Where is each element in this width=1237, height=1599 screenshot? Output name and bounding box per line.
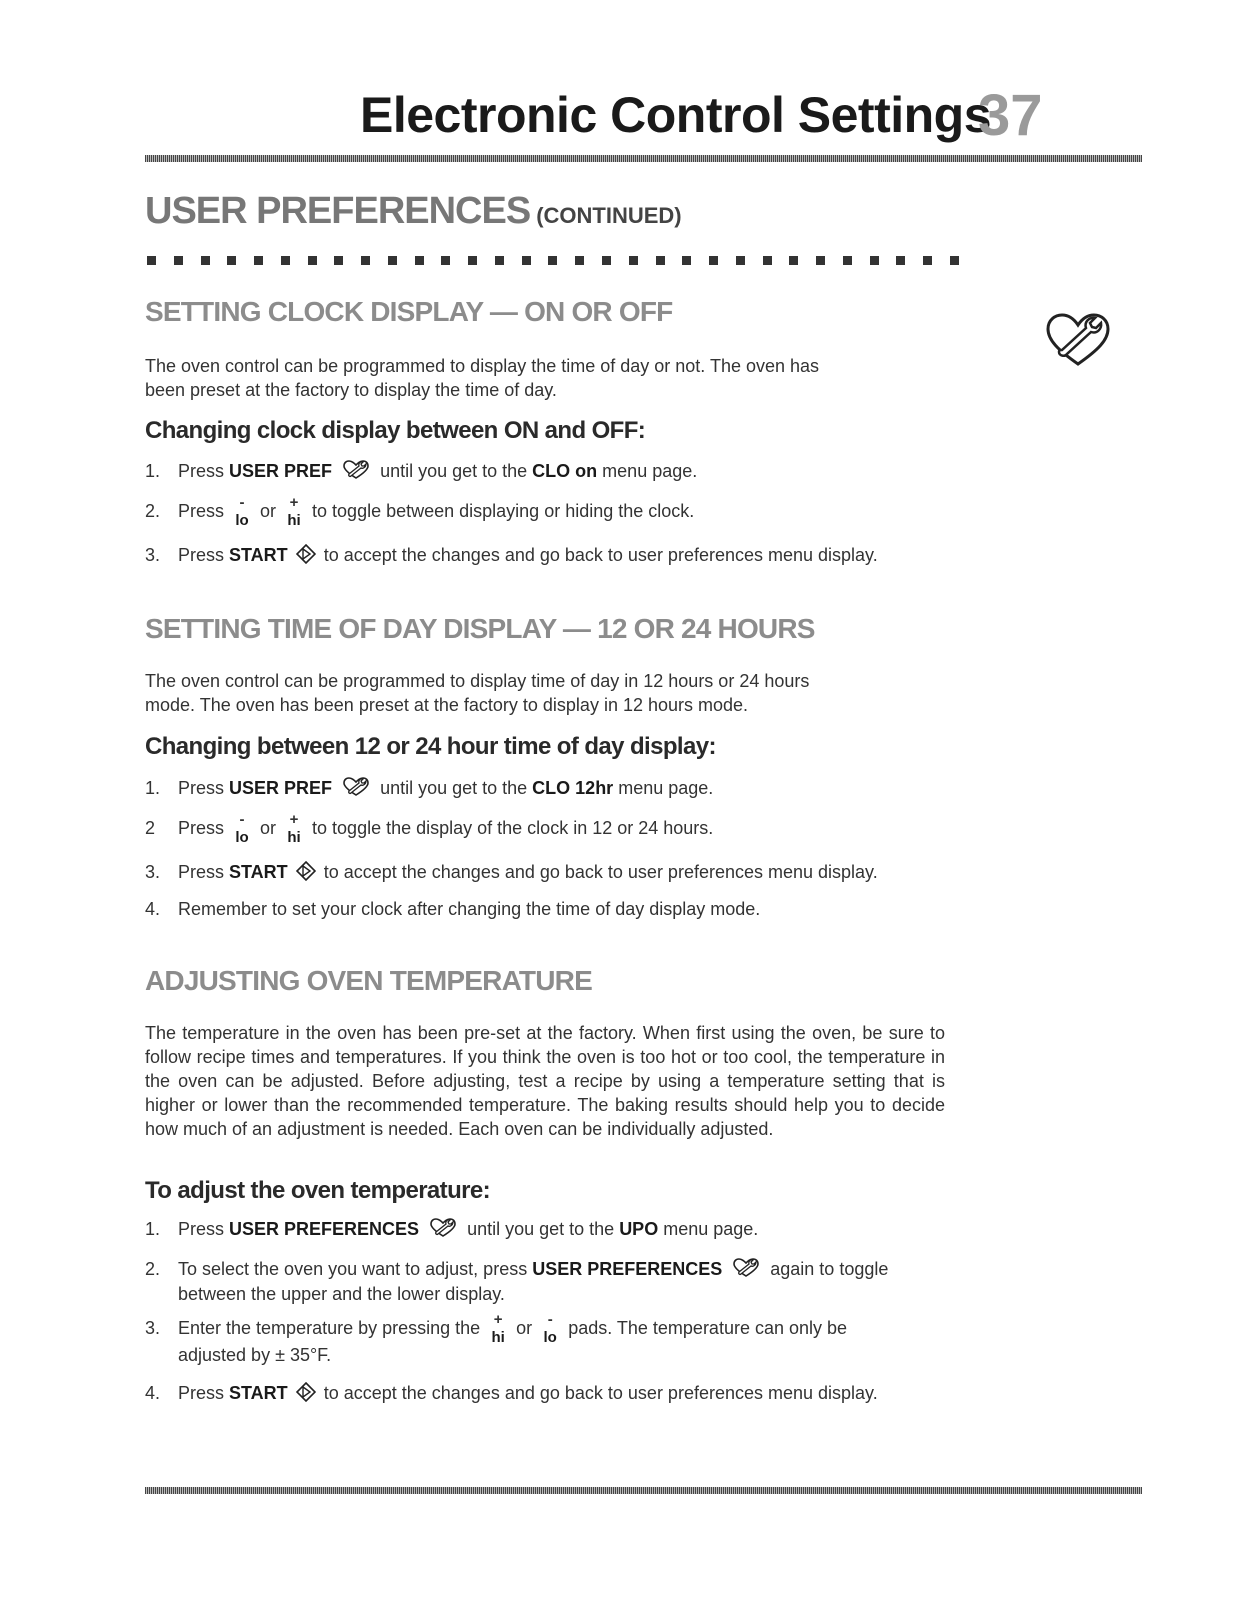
page-title: Electronic Control Settings xyxy=(360,87,992,143)
footer-rule xyxy=(145,1487,1142,1494)
hi-pad: + hi xyxy=(287,494,301,529)
user-pref-icon xyxy=(731,1258,761,1278)
list-item-continuation: adjusted by ± 35°F. xyxy=(178,1345,332,1365)
oven-temp-intro: The temperature in the oven has been pre-set at the factory. When first using the oven, be sure to follow recipe times and temperatures. If you think the oven is too hot or too cool, the temperature in the oven can be adjusted. Before adjusting, test a recipe by using a temperature setting that is higher or lower than the recommended temperature. The baking results should help you to decide how much of an adjustment is needed. Each oven can be individually adjusted. xyxy=(145,1023,945,1139)
user-pref-icon xyxy=(341,777,371,797)
hi-pad: + hi xyxy=(491,1311,505,1346)
header-rule xyxy=(145,155,1142,162)
list-item: 2. Press - lo or + hi to toggle between displaying or hiding the clock. xyxy=(145,494,695,529)
list-item: 3. Enter the temperature by pressing the + hi or - lo pads. The temperature can only be xyxy=(145,1311,848,1346)
section-continued: (CONTINUED) xyxy=(536,203,682,228)
list-item: 3. Press START to accept the changes and go back to user preferences menu display. xyxy=(145,545,878,565)
hi-pad: + hi xyxy=(287,811,301,846)
start-icon xyxy=(296,544,316,564)
user-pref-icon xyxy=(428,1218,458,1238)
list-item: 4. Remember to set your clock after changing the time of day display mode. xyxy=(145,899,761,919)
list-item: 1. Press USER PREFERENCES until you get to the UPO menu page. xyxy=(145,1219,759,1239)
lo-pad: - lo xyxy=(235,494,249,529)
time-display-intro: The oven control can be programmed to display time of day in 12 hours or 24 hours mode. The oven has been preset at the factory to display in 12 hours mode. xyxy=(145,671,810,715)
time-display-subheading: Changing between 12 or 24 hour time of day display: xyxy=(145,733,716,760)
list-item: 4. Press START to accept the changes and go back to user preferences menu display. xyxy=(145,1383,878,1403)
clock-display-intro: The oven control can be programmed to display the time of day or not. The oven has been preset at the factory to display the time of day. xyxy=(145,356,820,400)
lo-pad: - lo xyxy=(543,1311,557,1346)
page-number: 37 xyxy=(978,83,1043,148)
section-title xyxy=(145,190,682,233)
oven-temp-subheading: To adjust the oven temperature: xyxy=(145,1177,491,1204)
list-item: 1. Press USER PREF until you get to the CLO 12hr menu page. xyxy=(145,778,714,798)
list-item: 3. Press START to accept the changes and go back to user preferences menu display. xyxy=(145,862,878,882)
oven-temp-heading: ADJUSTING OVEN TEMPERATURE xyxy=(145,965,592,996)
list-item: 1. Press USER PREF until you get to the CLO on menu page. xyxy=(145,461,698,481)
list-item: 2 Press - lo or + hi to toggle the display of the clock in 12 or 24 hours. xyxy=(145,811,714,846)
start-icon xyxy=(296,1382,316,1402)
lo-pad: - lo xyxy=(235,811,249,846)
time-display-heading: SETTING TIME OF DAY DISPLAY — 12 OR 24 HOURS xyxy=(145,613,815,644)
clock-display-heading: SETTING CLOCK DISPLAY — ON OR OFF xyxy=(145,296,673,327)
wrench-heart-icon xyxy=(1040,310,1115,370)
list-item: 2. To select the oven you want to adjust, press USER PREFERENCES again to toggle xyxy=(145,1259,889,1279)
list-item-continuation: between the upper and the lower display. xyxy=(178,1284,505,1304)
clock-display-subheading: Changing clock display between ON and OFF: xyxy=(145,417,646,444)
user-pref-icon xyxy=(341,460,371,480)
start-icon xyxy=(296,861,316,881)
dot-divider xyxy=(147,256,959,265)
section-title-text: USER PREFERENCES xyxy=(145,190,531,232)
